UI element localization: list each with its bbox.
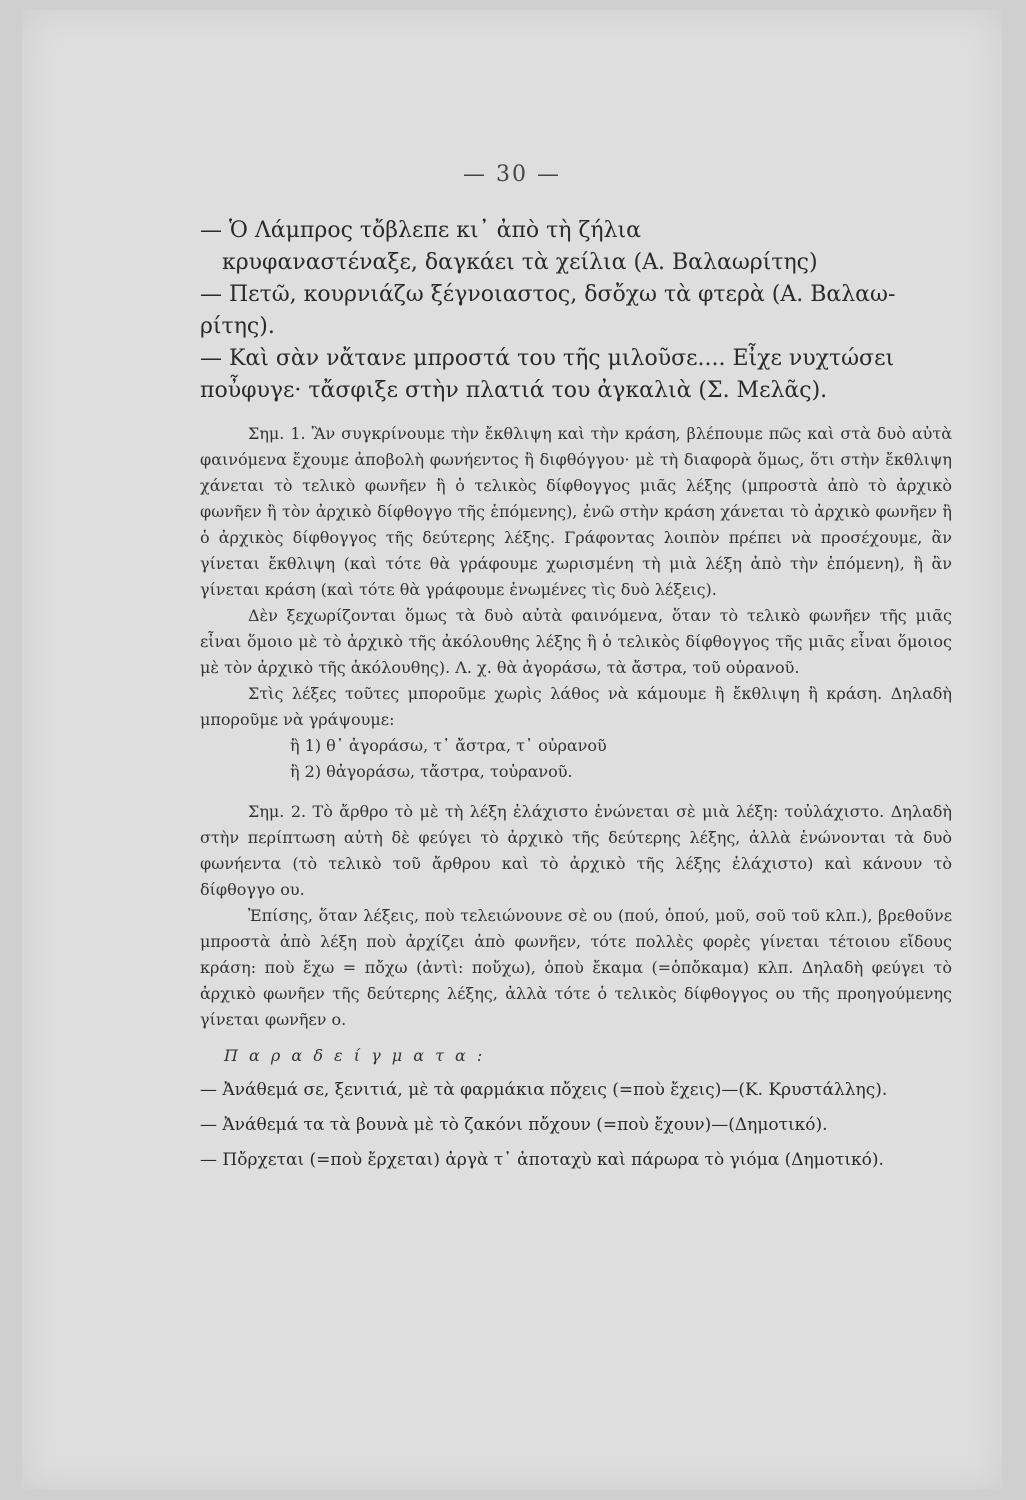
verse-line: — Πετῶ, κουρνιάζω ξέγνοιαστος, δσὄχω τὰ φτερὰ (Α. Βαλαω- [200,282,896,307]
verse-line: — Ὁ Λάμπρος τὄβλεπε κι᾽ ἀπὸ τὴ ζήλια [200,218,642,243]
page-text [200,215,952,1182]
verse-line: κρυφαναστέναξε, δαγκάει τὰ χείλια (Α. Βαλαωρίτης) [222,250,818,275]
example-item: — Πὄρχεται (=ποὺ ἔρχεται) ἀργὰ τ᾽ ἀποταχὺ καὶ πάρωρα τὸ γιόμα (Δημοτικό). [200,1150,884,1170]
note-example: ἢ 2) θἀγοράσω, τἄστρα, τοὐρανοῦ. [290,762,573,781]
note-paragraph: Στὶς λέξες τοῦτες μποροῦμε χωρὶς λάθος νὰ κάμουμε ἢ ἔκθλιψη ἢ κράση. Δηλαδὴ μποροῦμε νὰ γράψουμε: [200,684,952,729]
note-paragraph: Σημ. 2. Τὸ ἄρθρο τὸ μὲ τὴ λέξη ἐλάχιστο ἑνώνεται σὲ μιὰ λέξη: τοὐλάχιστο. Δηλαδὴ στὴν περίπτωση αὐτὴ δὲ φεύγει τὸ ἀρχικὸ τῆς δεύτερης λέξης, ἀλλὰ ἑνώνονται τὰ δυὸ φωνήεντα (τὸ τελικὸ τοῦ ἄρθρου καὶ τὸ ἀρχικὸ τῆς λέξης ἐλάχιστο) καὶ κάνουν τὸ δίφθογγο ου. [200,802,952,899]
verse-line: ρίτης). [200,314,275,339]
book-page [22,10,1002,1490]
note-example: ἢ 1) θ᾽ ἀγοράσω, τ᾽ ἄστρα, τ᾽ οὐρανοῦ [290,736,607,755]
page-number: — 30 — [463,162,561,187]
note-paragraph: Σημ. 1. Ἂν συγκρίνουμε τὴν ἔκθλιψη καὶ τὴν κράση, βλέπουμε πῶς καὶ στὰ δυὸ αὐτὰ φαινόμενα ἔχουμε ἀποβολὴ φωνήεντος ἢ διφθόγγου· μὲ τὴ διαφορὰ ὅμως, ὅτι στὴν ἔκθλιψη χάνεται τὸ τελικὸ φωνῆεν ἢ ὁ τελικὸς δίφθογγος μιᾶς λέξης (μπροστὰ ἀπὸ τὸ ἀρχικὸ φωνῆεν ἢ τὸν ἀρχικὸ δίφθογγο τῆς ἑπόμενης), ἐνῶ στὴν κράση χάνεται τὸ ἀρχικὸ φωνῆεν ἢ ὁ ἀρχικὸς δίφθογγος τῆς δεύτερης λέξης. Γράφοντας λοιπὸν πρέπει νὰ προσέχουμε, ἂν γίνεται ἔκθλιψη (καὶ τότε θὰ γράφουμε χωρισμένη τὴ μιὰ λέξη ἀπὸ τὴν ἑπόμενη), ἢ ἂν γίνεται κράση (καὶ τότε θὰ γράφουμε ἑνωμένες τὶς δυὸ λέξεις). [200,424,952,599]
verse-line: — Καὶ σὰν νἄτανε μπροστά του τῆς μιλοῦσε.... Εἶχε νυχτώσει [200,346,895,371]
example-item: — Ἀνάθεμά σε, ξενιτιά, μὲ τὰ φαρμάκια πὄχεις (=ποὺ ἔχεις)—(Κ. Κρυστάλλης). [200,1080,888,1100]
examples-list [200,1077,952,1174]
note-paragraph: Ἐπίσης, ὅταν λέξεις, ποὺ τελειώνουνε σὲ ου (πού, ὁπού, μοῦ, σοῦ τοῦ κλπ.), βρεθοῦνε μπροστὰ ἀπὸ λέξη ποὺ ἀρχίζει ἀπὸ φωνῆεν, τότε πολλὲς φορὲς γίνεται τέτοιου εἴδους κράση: ποὺ ἔχω = πὄχω (ἀντὶ: ποὔχω), ὁποὺ ἔκαμα (=ὁπὄκαμα) κλπ. Δηλαδὴ φεύγει τὸ ἀρχικὸ φωνῆεν τῆς δεύτερης λέξης, ἀλλὰ τότε ὁ τελικὸς δίφθογγος ου τῆς προηγούμενης γίνεται φωνῆεν ο. [200,906,952,1029]
note-paragraph: Δὲν ξεχωρίζονται ὅμως τὰ δυὸ αὐτὰ φαινόμενα, ὅταν τὸ τελικὸ φωνῆεν τῆς μιᾶς εἶναι ὅμοιο μὲ τὸ ἀρχικὸ τῆς ἀκόλουθης λέξης ἢ ὁ τελικὸς δίφθογγος τῆς μιᾶς εἶναι ὅμοιος μὲ τὸν ἀρχικὸ τῆς ἀκόλουθης). Λ. χ. θὰ ἀγοράσω, τὰ ἄστρα, τοῦ οὐρανοῦ. [200,606,952,677]
note-2 [200,799,952,1033]
note-1 [200,421,952,785]
verse-block [200,215,952,407]
example-item: — Ἀνάθεμά τα τὰ βουνὰ μὲ τὸ ζακόνι πὄχουν (=ποὺ ἔχουν)—(Δημοτικό). [200,1115,828,1135]
examples-heading: Π α ρ α δ ε ί γ μ α τ α : [224,1046,486,1065]
verse-line: ποὖφυγε· τἄσφιξε στὴν πλατιά του ἀγκαλιὰ (Σ. Μελᾶς). [200,378,828,403]
